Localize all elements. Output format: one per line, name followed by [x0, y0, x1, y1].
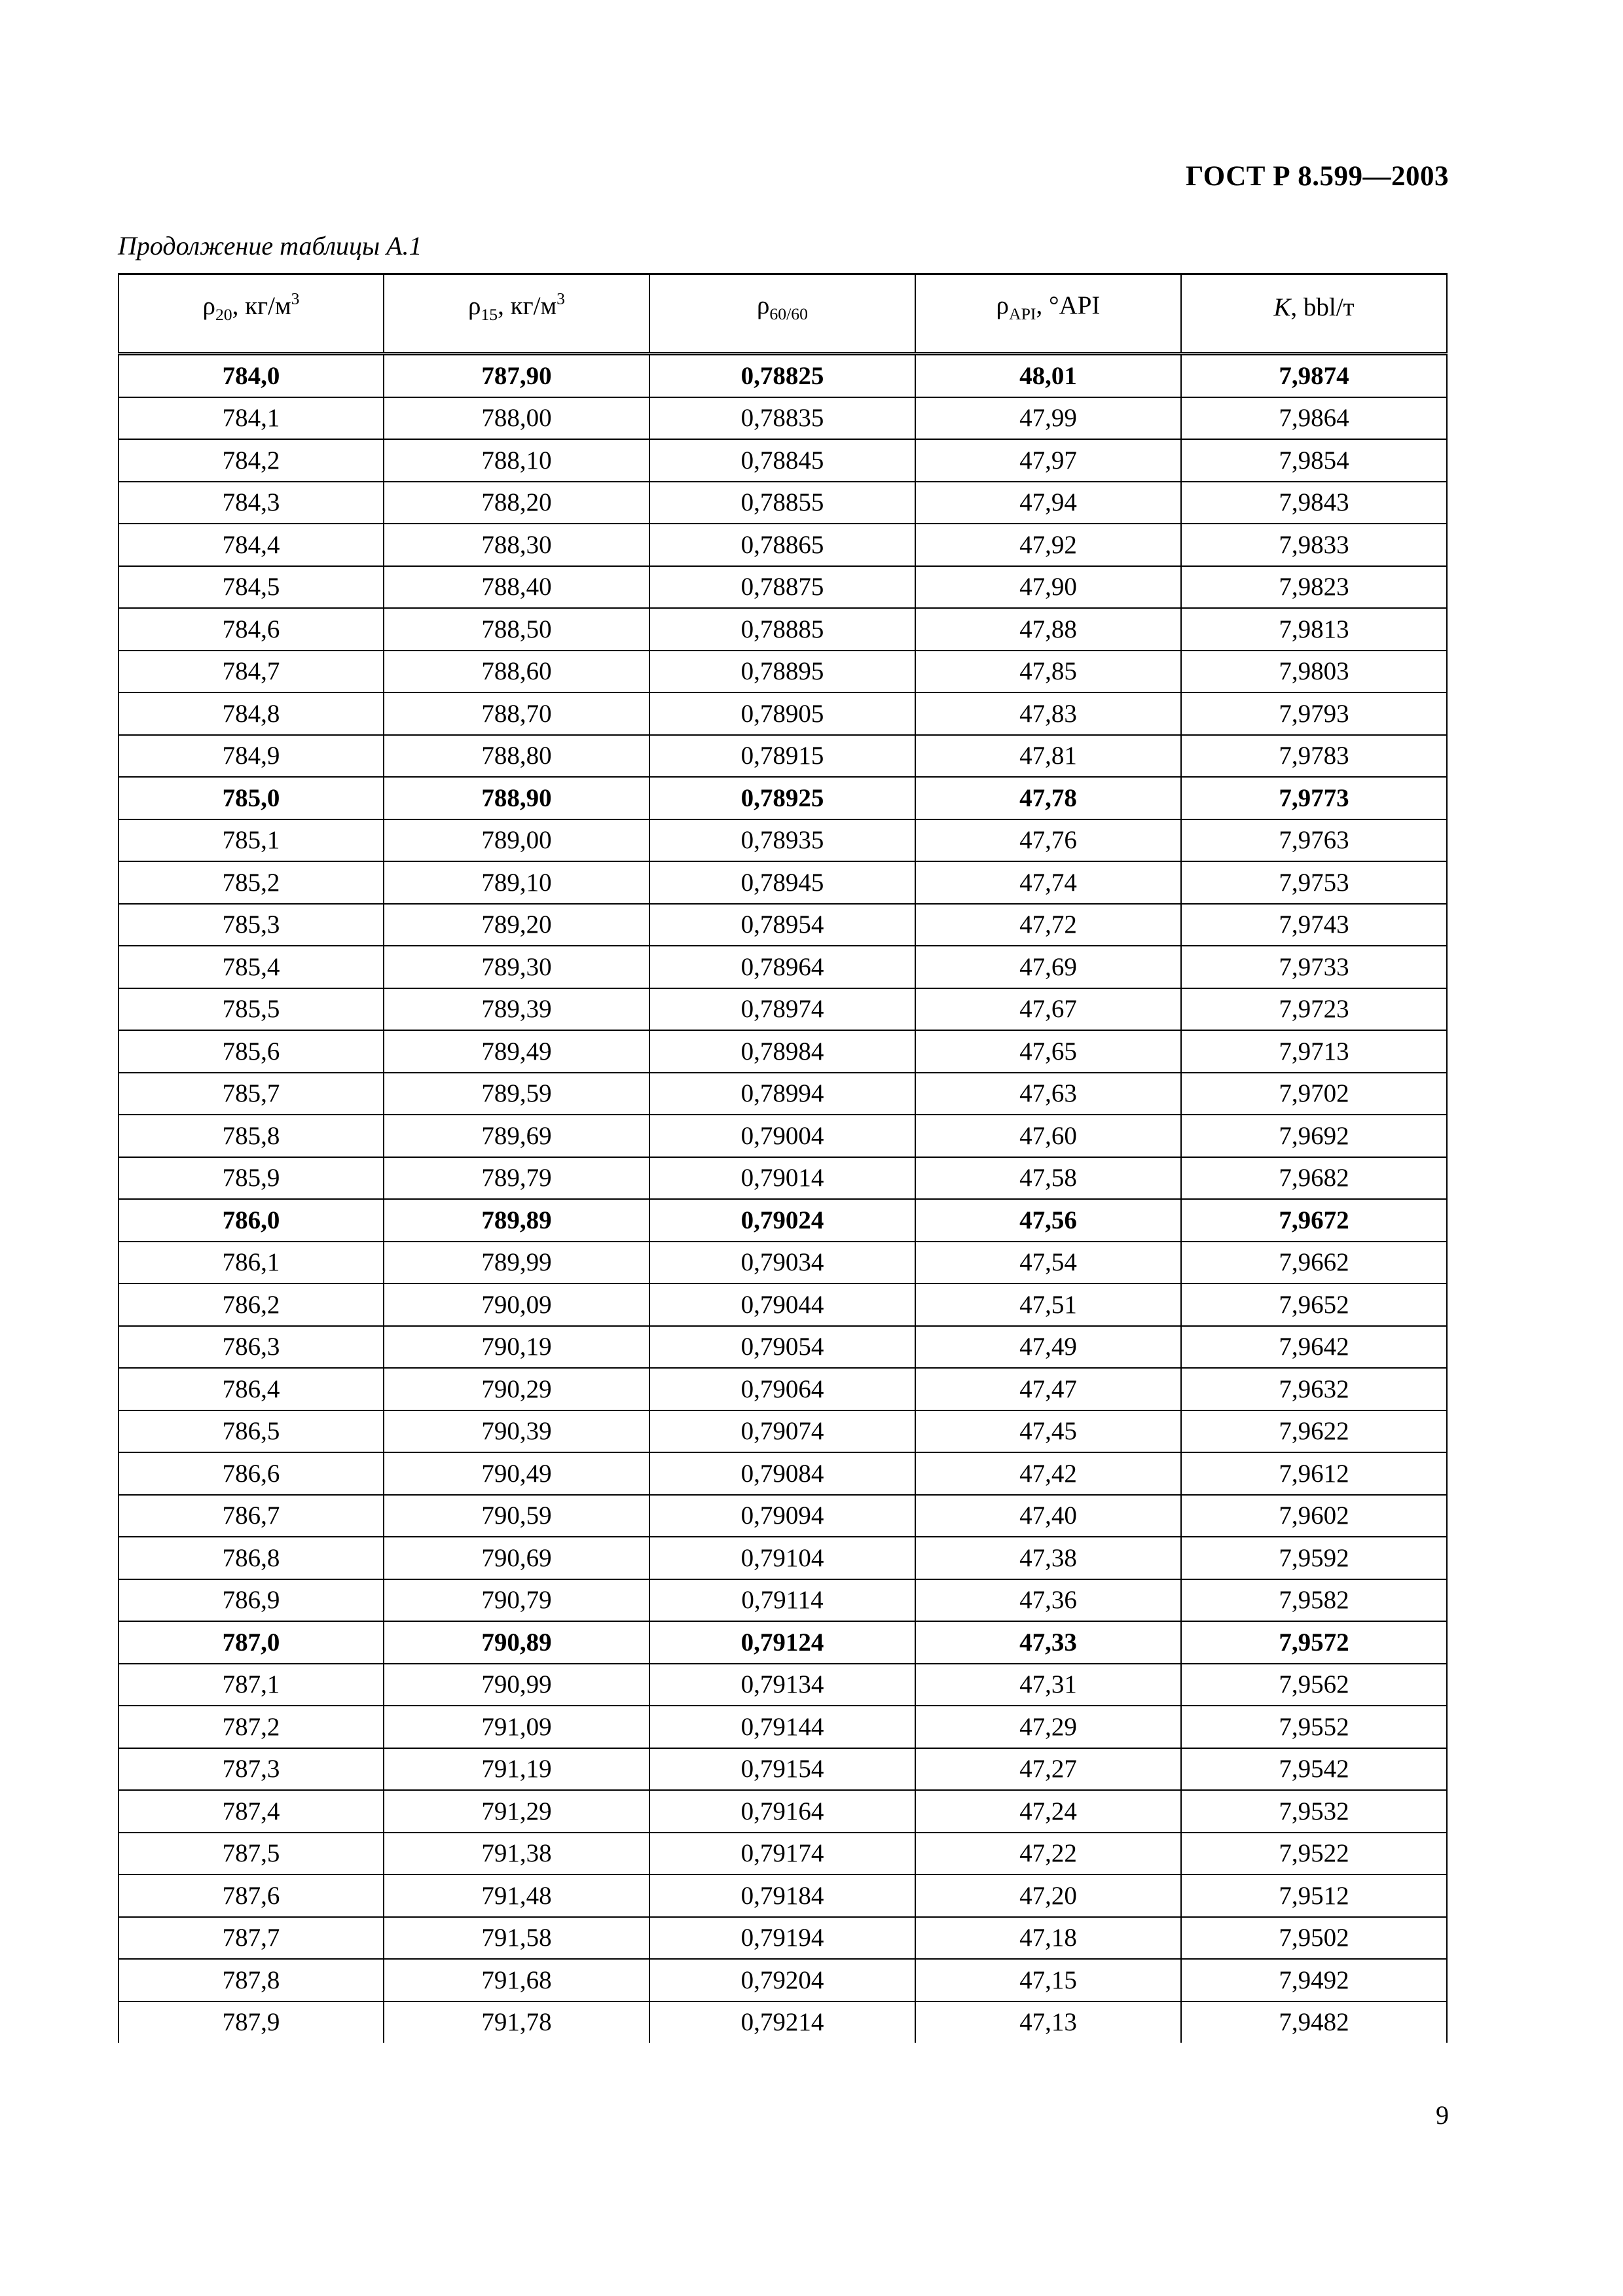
rho-api-cell: 47,97	[915, 439, 1181, 482]
k-factor-cell: 7,9562	[1181, 1664, 1447, 1706]
k-factor-cell: 7,9632	[1181, 1368, 1447, 1410]
k-factor-cell: 7,9662	[1181, 1242, 1447, 1284]
table-row	[119, 946, 1447, 988]
k-factor-cell: 7,9552	[1181, 1706, 1447, 1748]
table-row	[119, 566, 1447, 609]
k-factor-cell: 7,9612	[1181, 1452, 1447, 1495]
k-factor-cell: 7,9803	[1181, 651, 1447, 693]
document-code: ГОСТ Р 8.599—2003	[1185, 161, 1449, 192]
rho60-60-cell: 0,78905	[649, 692, 915, 735]
rho15-cell: 788,90	[384, 777, 649, 819]
rho60-60-cell: 0,78954	[649, 904, 915, 946]
rho-api-cell: 47,24	[915, 1790, 1181, 1833]
k-factor-cell: 7,9783	[1181, 735, 1447, 778]
rho-api-cell: 47,13	[915, 2001, 1181, 2043]
rho60-60-cell: 0,79054	[649, 1326, 915, 1369]
rho60-60-cell: 0,79004	[649, 1115, 915, 1157]
table-row	[119, 1959, 1447, 2001]
k-factor-cell: 7,9642	[1181, 1326, 1447, 1369]
rho20-cell: 786,8	[119, 1537, 384, 1579]
table-row	[119, 1790, 1447, 1833]
rho60-60-cell: 0,79124	[649, 1621, 915, 1664]
rho15-cell: 789,30	[384, 946, 649, 988]
table-row	[119, 1410, 1447, 1453]
rho15-cell: 789,79	[384, 1157, 649, 1200]
rho60-60-cell: 0,79114	[649, 1579, 915, 1622]
table-header-row	[119, 274, 1447, 354]
rho60-60-cell: 0,79204	[649, 1959, 915, 2001]
rho15-cell: 787,90	[384, 354, 649, 397]
k-factor-cell: 7,9502	[1181, 1917, 1447, 1960]
rho20-cell: 784,9	[119, 735, 384, 778]
rho60-60-cell: 0,78855	[649, 482, 915, 524]
rho15-cell: 789,49	[384, 1030, 649, 1073]
rho15-cell: 789,89	[384, 1199, 649, 1242]
table-row	[119, 524, 1447, 566]
table-row	[119, 1874, 1447, 1917]
k-factor-cell: 7,9713	[1181, 1030, 1447, 1073]
rho15-cell: 788,00	[384, 397, 649, 440]
rho15-cell: 790,69	[384, 1537, 649, 1579]
k-factor-cell: 7,9522	[1181, 1833, 1447, 1875]
rho20-cell: 785,8	[119, 1115, 384, 1157]
rho-api-cell: 47,33	[915, 1621, 1181, 1664]
table-row	[119, 1579, 1447, 1622]
rho-api-cell: 47,40	[915, 1495, 1181, 1537]
k-factor-cell: 7,9582	[1181, 1579, 1447, 1622]
rho60-60-cell: 0,79144	[649, 1706, 915, 1748]
rho60-60-cell: 0,78964	[649, 946, 915, 988]
rho60-60-cell: 0,79094	[649, 1495, 915, 1537]
k-factor-cell: 7,9874	[1181, 354, 1447, 397]
table-row	[119, 1157, 1447, 1200]
column-header-k-factor: K, bbl/т	[1181, 274, 1447, 354]
k-factor-cell: 7,9692	[1181, 1115, 1447, 1157]
rho20-cell: 786,9	[119, 1579, 384, 1622]
rho-api-cell: 47,54	[915, 1242, 1181, 1284]
rho60-60-cell: 0,78865	[649, 524, 915, 566]
rho-api-cell: 47,90	[915, 566, 1181, 609]
density-table	[118, 273, 1448, 2043]
k-factor-cell: 7,9813	[1181, 608, 1447, 651]
table-row	[119, 777, 1447, 819]
k-factor-cell: 7,9682	[1181, 1157, 1447, 1200]
table-row	[119, 1748, 1447, 1791]
rho15-cell: 790,89	[384, 1621, 649, 1664]
rho15-cell: 791,58	[384, 1917, 649, 1960]
rho-api-cell: 47,65	[915, 1030, 1181, 1073]
rho60-60-cell: 0,79014	[649, 1157, 915, 1200]
rho15-cell: 788,80	[384, 735, 649, 778]
table-row	[119, 439, 1447, 482]
rho60-60-cell: 0,78875	[649, 566, 915, 609]
rho20-cell: 786,6	[119, 1452, 384, 1495]
rho60-60-cell: 0,79034	[649, 1242, 915, 1284]
rho60-60-cell: 0,79214	[649, 2001, 915, 2043]
table-row	[119, 482, 1447, 524]
rho20-cell: 784,1	[119, 397, 384, 440]
k-factor-cell: 7,9854	[1181, 439, 1447, 482]
table-row	[119, 1368, 1447, 1410]
k-factor-cell: 7,9572	[1181, 1621, 1447, 1664]
table-row	[119, 354, 1447, 397]
k-factor-cell: 7,9702	[1181, 1073, 1447, 1115]
rho20-cell: 785,6	[119, 1030, 384, 1073]
rho15-cell: 790,39	[384, 1410, 649, 1453]
rho15-cell: 788,40	[384, 566, 649, 609]
rho15-cell: 789,69	[384, 1115, 649, 1157]
rho-api-cell: 47,94	[915, 482, 1181, 524]
rho60-60-cell: 0,78915	[649, 735, 915, 778]
rho60-60-cell: 0,78945	[649, 861, 915, 904]
rho15-cell: 791,38	[384, 1833, 649, 1875]
rho-api-cell: 47,92	[915, 524, 1181, 566]
rho15-cell: 791,68	[384, 1959, 649, 2001]
rho60-60-cell: 0,79024	[649, 1199, 915, 1242]
table-row	[119, 1199, 1447, 1242]
table-row	[119, 735, 1447, 778]
column-header-rho20: $\rho_{20}$, $кг/м^3$	[119, 274, 384, 354]
table-caption: Продолжение таблицы А.1	[118, 231, 422, 260]
rho20-cell: 785,3	[119, 904, 384, 946]
rho-api-cell: 47,36	[915, 1579, 1181, 1622]
k-factor-cell: 7,9843	[1181, 482, 1447, 524]
rho60-60-cell: 0,79074	[649, 1410, 915, 1453]
rho15-cell: 788,70	[384, 692, 649, 735]
rho-api-cell: 47,56	[915, 1199, 1181, 1242]
table-row	[119, 1537, 1447, 1579]
rho-api-cell: 47,88	[915, 608, 1181, 651]
rho-api-cell: 47,31	[915, 1664, 1181, 1706]
rho15-cell: 788,60	[384, 651, 649, 693]
rho20-cell: 784,3	[119, 482, 384, 524]
k-factor-cell: 7,9532	[1181, 1790, 1447, 1833]
rho-api-cell: 47,38	[915, 1537, 1181, 1579]
rho20-cell: 784,5	[119, 566, 384, 609]
rho-api-cell: 47,27	[915, 1748, 1181, 1791]
table-row	[119, 1115, 1447, 1157]
rho20-cell: 787,8	[119, 1959, 384, 2001]
rho15-cell: 790,19	[384, 1326, 649, 1369]
rho20-cell: 787,9	[119, 2001, 384, 2043]
table-row	[119, 1030, 1447, 1073]
rho-api-cell: 47,63	[915, 1073, 1181, 1115]
rho20-cell: 786,5	[119, 1410, 384, 1453]
rho-api-cell: 47,83	[915, 692, 1181, 735]
table-row	[119, 1917, 1447, 1960]
k-factor-cell: 7,9622	[1181, 1410, 1447, 1453]
rho60-60-cell: 0,78994	[649, 1073, 915, 1115]
rho15-cell: 788,50	[384, 608, 649, 651]
rho15-cell: 791,29	[384, 1790, 649, 1833]
table-row	[119, 608, 1447, 651]
rho60-60-cell: 0,78895	[649, 651, 915, 693]
k-factor-cell: 7,9743	[1181, 904, 1447, 946]
rho20-cell: 784,8	[119, 692, 384, 735]
rho60-60-cell: 0,78925	[649, 777, 915, 819]
rho20-cell: 786,1	[119, 1242, 384, 1284]
table-row	[119, 1242, 1447, 1284]
column-header-rho60-60: $\rho_{60/60}$	[649, 274, 915, 354]
rho-api-cell: 47,20	[915, 1874, 1181, 1917]
table-row	[119, 1833, 1447, 1875]
rho15-cell: 788,30	[384, 524, 649, 566]
rho15-cell: 789,10	[384, 861, 649, 904]
k-factor-cell: 7,9733	[1181, 946, 1447, 988]
rho20-cell: 786,4	[119, 1368, 384, 1410]
rho-api-cell: 47,76	[915, 819, 1181, 862]
rho20-cell: 786,0	[119, 1199, 384, 1242]
rho-api-cell: 47,99	[915, 397, 1181, 440]
rho15-cell: 788,20	[384, 482, 649, 524]
rho20-cell: 785,7	[119, 1073, 384, 1115]
rho20-cell: 785,2	[119, 861, 384, 904]
rho15-cell: 791,09	[384, 1706, 649, 1748]
rho15-cell: 790,49	[384, 1452, 649, 1495]
rho20-cell: 786,7	[119, 1495, 384, 1537]
rho-api-cell: 47,49	[915, 1326, 1181, 1369]
rho20-cell: 787,7	[119, 1917, 384, 1960]
rho15-cell: 789,59	[384, 1073, 649, 1115]
rho-api-cell: 47,29	[915, 1706, 1181, 1748]
table-row	[119, 1073, 1447, 1115]
rho60-60-cell: 0,79174	[649, 1833, 915, 1875]
rho60-60-cell: 0,79184	[649, 1874, 915, 1917]
rho20-cell: 787,4	[119, 1790, 384, 1833]
table-row	[119, 1283, 1447, 1326]
rho15-cell: 790,59	[384, 1495, 649, 1537]
table-row	[119, 988, 1447, 1031]
rho-api-cell: 47,74	[915, 861, 1181, 904]
rho60-60-cell: 0,79044	[649, 1283, 915, 1326]
rho-api-cell: 47,58	[915, 1157, 1181, 1200]
rho60-60-cell: 0,79164	[649, 1790, 915, 1833]
table-row	[119, 1664, 1447, 1706]
rho60-60-cell: 0,79154	[649, 1748, 915, 1791]
k-factor-cell: 7,9763	[1181, 819, 1447, 862]
column-header-rho15: $\rho_{15}$, $кг/м^3$	[384, 274, 649, 354]
rho15-cell: 791,19	[384, 1748, 649, 1791]
k-factor-cell: 7,9592	[1181, 1537, 1447, 1579]
table-row	[119, 1326, 1447, 1369]
table-row	[119, 397, 1447, 440]
table-row	[119, 1495, 1447, 1537]
rho-api-cell: 47,85	[915, 651, 1181, 693]
k-factor-cell: 7,9492	[1181, 1959, 1447, 2001]
rho20-cell: 784,7	[119, 651, 384, 693]
rho-api-cell: 47,15	[915, 1959, 1181, 2001]
table-row	[119, 692, 1447, 735]
rho60-60-cell: 0,79064	[649, 1368, 915, 1410]
rho20-cell: 787,1	[119, 1664, 384, 1706]
k-factor-cell: 7,9823	[1181, 566, 1447, 609]
table-row	[119, 1452, 1447, 1495]
rho-api-cell: 47,18	[915, 1917, 1181, 1960]
rho15-cell: 789,39	[384, 988, 649, 1031]
rho-api-cell: 47,47	[915, 1368, 1181, 1410]
rho20-cell: 787,6	[119, 1874, 384, 1917]
rho15-cell: 790,79	[384, 1579, 649, 1622]
rho-api-cell: 47,81	[915, 735, 1181, 778]
k-factor-cell: 7,9793	[1181, 692, 1447, 735]
rho20-cell: 787,0	[119, 1621, 384, 1664]
rho60-60-cell: 0,79194	[649, 1917, 915, 1960]
k-factor-cell: 7,9512	[1181, 1874, 1447, 1917]
k-factor-cell: 7,9833	[1181, 524, 1447, 566]
rho-api-cell: 47,42	[915, 1452, 1181, 1495]
table-row	[119, 819, 1447, 862]
page-number: 9	[1436, 2100, 1449, 2130]
rho15-cell: 789,00	[384, 819, 649, 862]
k-factor-cell: 7,9723	[1181, 988, 1447, 1031]
rho-api-cell: 47,22	[915, 1833, 1181, 1875]
rho20-cell: 787,5	[119, 1833, 384, 1875]
table-row	[119, 2001, 1447, 2043]
rho60-60-cell: 0,79084	[649, 1452, 915, 1495]
k-factor-cell: 7,9672	[1181, 1199, 1447, 1242]
rho15-cell: 788,10	[384, 439, 649, 482]
rho15-cell: 791,78	[384, 2001, 649, 2043]
rho20-cell: 786,3	[119, 1326, 384, 1369]
rho-api-cell: 47,78	[915, 777, 1181, 819]
rho20-cell: 785,9	[119, 1157, 384, 1200]
rho60-60-cell: 0,78935	[649, 819, 915, 862]
column-header-rho-api: $\rho_{API}$, °API	[915, 274, 1181, 354]
rho15-cell: 791,48	[384, 1874, 649, 1917]
rho60-60-cell: 0,78974	[649, 988, 915, 1031]
rho20-cell: 785,4	[119, 946, 384, 988]
rho20-cell: 785,1	[119, 819, 384, 862]
rho-api-cell: 47,69	[915, 946, 1181, 988]
k-factor-cell: 7,9864	[1181, 397, 1447, 440]
k-factor-cell: 7,9753	[1181, 861, 1447, 904]
rho15-cell: 790,29	[384, 1368, 649, 1410]
table-row	[119, 651, 1447, 693]
k-factor-cell: 7,9652	[1181, 1283, 1447, 1326]
rho60-60-cell: 0,78885	[649, 608, 915, 651]
table-row	[119, 904, 1447, 946]
rho-api-cell: 47,51	[915, 1283, 1181, 1326]
table-row	[119, 861, 1447, 904]
rho20-cell: 786,2	[119, 1283, 384, 1326]
rho20-cell: 787,3	[119, 1748, 384, 1791]
k-factor-cell: 7,9482	[1181, 2001, 1447, 2043]
rho60-60-cell: 0,78845	[649, 439, 915, 482]
table-row	[119, 1621, 1447, 1664]
k-factor-cell: 7,9602	[1181, 1495, 1447, 1537]
rho60-60-cell: 0,79104	[649, 1537, 915, 1579]
rho60-60-cell: 0,78825	[649, 354, 915, 397]
rho20-cell: 784,6	[119, 608, 384, 651]
rho60-60-cell: 0,79134	[649, 1664, 915, 1706]
rho15-cell: 790,09	[384, 1283, 649, 1326]
rho-api-cell: 47,45	[915, 1410, 1181, 1453]
rho-api-cell: 47,60	[915, 1115, 1181, 1157]
rho20-cell: 784,0	[119, 354, 384, 397]
rho60-60-cell: 0,78984	[649, 1030, 915, 1073]
k-factor-cell: 7,9542	[1181, 1748, 1447, 1791]
rho15-cell: 789,20	[384, 904, 649, 946]
rho20-cell: 785,0	[119, 777, 384, 819]
rho15-cell: 789,99	[384, 1242, 649, 1284]
rho60-60-cell: 0,78835	[649, 397, 915, 440]
rho-api-cell: 47,67	[915, 988, 1181, 1031]
rho20-cell: 785,5	[119, 988, 384, 1031]
rho-api-cell: 48,01	[915, 354, 1181, 397]
k-factor-cell: 7,9773	[1181, 777, 1447, 819]
rho20-cell: 784,2	[119, 439, 384, 482]
rho20-cell: 784,4	[119, 524, 384, 566]
rho20-cell: 787,2	[119, 1706, 384, 1748]
rho15-cell: 790,99	[384, 1664, 649, 1706]
rho-api-cell: 47,72	[915, 904, 1181, 946]
table-row	[119, 1706, 1447, 1748]
